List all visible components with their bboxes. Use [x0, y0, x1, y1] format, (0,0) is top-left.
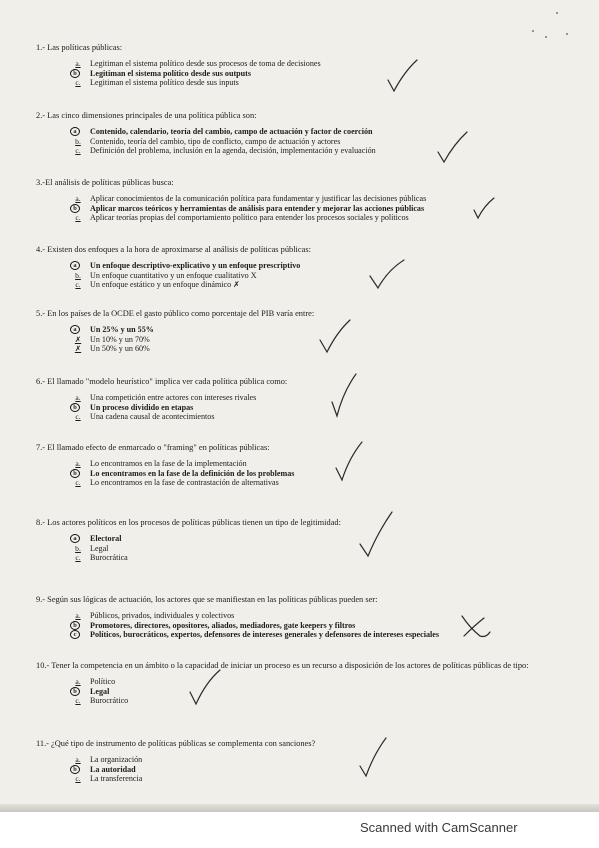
- answer-text: Electoral: [90, 534, 122, 544]
- answer-option: [70, 774, 581, 783]
- circled-answer-letter: a: [70, 325, 80, 334]
- answer-letter: c.: [75, 279, 81, 289]
- answer-text: Un 50% y un 60%: [90, 343, 150, 353]
- question-text: 8.- Los actores políticos en los procesos de políticas públicas tienen un tipo de legitimidad:: [36, 518, 341, 527]
- answer-option: [70, 534, 581, 543]
- answer-text: Aplicar teorías propias del comportamiento político para entender los procesos sociales y políticos: [90, 212, 409, 222]
- answer-text: Legitiman el sistema político desde sus procesos de toma de decisiones: [90, 59, 321, 69]
- answer-text: Definición del problema, inclusión en la agenda, decisión, implementación y evaluación: [90, 145, 376, 155]
- answer-letter: c.: [75, 77, 81, 87]
- circled-answer-letter: b: [70, 621, 80, 630]
- answer-letter: c.: [75, 145, 81, 155]
- answer-option: [70, 334, 581, 343]
- option-list: [70, 127, 581, 155]
- answer-option: [70, 468, 581, 477]
- circled-answer-letter: b: [70, 687, 80, 696]
- answer-text: Una competición entre actores con intereses rivales: [90, 393, 257, 403]
- question-7: [36, 442, 581, 487]
- circled-answer-letter: a: [70, 534, 80, 543]
- answer-text: Burocrático: [90, 695, 129, 705]
- answer-letter: ✗: [74, 343, 82, 353]
- option-list: [70, 194, 581, 222]
- circled-answer-letter: b: [70, 69, 80, 78]
- circled-answer-letter: b: [70, 765, 80, 774]
- answer-option: [70, 393, 581, 402]
- answer-text: Una cadena causal de acontecimientos: [90, 411, 215, 421]
- question-text: 6.- El llamado "modelo heurístico" implica ver cada política pública como:: [36, 377, 288, 386]
- question-text: 10.- Tener la competencia en un ámbito o la capacidad de iniciar un proceso es un recurso a disposición de los actores de políticas públicas de tipo:: [36, 661, 529, 670]
- answer-option: [70, 478, 581, 487]
- question-text: 4.- Existen dos enfoques a la hora de aproximarse al análisis de políticas públicas:: [36, 245, 311, 254]
- answer-option: [70, 696, 581, 705]
- answer-letter: a.: [75, 59, 81, 69]
- question-2: [36, 110, 581, 155]
- answer-text: Públicos, privados, individuales y colectivos: [90, 611, 235, 621]
- answer-text: La transferencia: [90, 773, 143, 783]
- option-list: [70, 325, 581, 353]
- answer-letter: c.: [75, 477, 81, 487]
- answer-letter: c.: [75, 552, 81, 562]
- answer-option: [70, 344, 581, 353]
- question-text: 1.- Las políticas públicas:: [36, 43, 123, 52]
- circled-answer-letter: b: [70, 403, 80, 412]
- scan-edge: [0, 804, 599, 812]
- answer-text: Legal: [90, 543, 109, 553]
- option-list: [70, 393, 581, 421]
- answer-letter: c.: [75, 212, 81, 222]
- question-text: 11.- ¿Qué tipo de instrumento de políticas públicas se complementa con sanciones?: [36, 739, 316, 748]
- option-list: [70, 611, 581, 639]
- answer-text: Legitiman el sistema político desde sus outputs: [90, 68, 251, 78]
- scan-speck: [556, 12, 558, 14]
- option-list: [70, 459, 581, 487]
- answer-option: [70, 755, 581, 764]
- answer-text: Un 25% y un 55%: [90, 325, 154, 335]
- answer-text: Aplicar conocimientos de la comunicación política para fundamentar y justificar las decisiones públicas: [90, 194, 427, 204]
- question-10: [36, 660, 581, 705]
- question-8: [36, 517, 581, 562]
- option-list: [70, 755, 581, 783]
- answer-option: [70, 146, 581, 155]
- answer-text: Legal: [90, 686, 110, 696]
- answer-text: Políticos, burocráticos, expertos, defensores de intereses generales y defensores de intereses especiales: [90, 629, 440, 639]
- answer-option: [70, 630, 581, 639]
- answer-option: [70, 686, 581, 695]
- answer-text: Contenido, calendario, teoría del cambio, campo de actuación y factor de coerción: [90, 127, 373, 137]
- circled-answer-letter: b: [70, 204, 80, 213]
- answer-option: [70, 78, 581, 87]
- answer-option: [70, 59, 581, 68]
- answer-text: La organización: [90, 755, 143, 765]
- answer-option: [70, 136, 581, 145]
- circled-answer-letter: b: [70, 469, 80, 478]
- answer-option: [70, 270, 581, 279]
- answer-letter: a.: [75, 459, 81, 469]
- question-text: 2.- Las cinco dimensiones principales de una política pública son:: [36, 111, 257, 120]
- answer-text: Un 10% y un 70%: [90, 334, 150, 344]
- circled-answer-letter: a: [70, 261, 80, 270]
- answer-text: Burocrática: [90, 552, 128, 562]
- question-text: 7.- El llamado efecto de enmarcado o "framing" en políticas públicas:: [36, 443, 270, 452]
- answer-option: [70, 402, 581, 411]
- option-list: [70, 261, 581, 289]
- answer-letter: b.: [75, 136, 81, 146]
- answer-letter: ✗: [74, 334, 82, 344]
- question-text: 5.- En los países de la OCDE el gasto público como porcentaje del PIB varía entre:: [36, 309, 315, 318]
- question-text: 9.- Según sus lógicas de actuación, los actores que se manifiestan en las políticas públicas pueden ser:: [36, 595, 378, 604]
- question-4: [36, 244, 581, 289]
- option-list: [70, 677, 581, 705]
- answer-option: [70, 543, 581, 552]
- answer-option: [70, 412, 581, 421]
- answer-option: [70, 194, 581, 203]
- answer-text: Lo encontramos en la fase de contrastación de alternativas: [90, 477, 279, 487]
- circled-answer-letter: a: [70, 127, 80, 136]
- answer-text: La autoridad: [90, 764, 136, 774]
- answer-text: Legitiman el sistema político desde sus inputs: [90, 77, 239, 87]
- question-5: [36, 308, 581, 353]
- scan-speck: [566, 33, 568, 35]
- answer-letter: c.: [75, 411, 81, 421]
- answer-text: Aplicar marcos teóricos y herramientas de análisis para entender y mejorar las acciones públicas: [90, 203, 425, 213]
- question-3: [36, 177, 581, 222]
- answer-letter: c.: [75, 773, 81, 783]
- answer-text: Político: [90, 677, 116, 687]
- question-9: [36, 594, 581, 639]
- answer-option: [70, 620, 581, 629]
- answer-option: [70, 611, 581, 620]
- answer-option: [70, 213, 581, 222]
- answer-option: [70, 127, 581, 136]
- scan-speck: [545, 36, 547, 38]
- answer-text: Un proceso dividido en etapas: [90, 402, 194, 412]
- answer-letter: b.: [75, 270, 81, 280]
- answer-option: [70, 203, 581, 212]
- answer-letter: a.: [75, 755, 81, 765]
- answer-text: Contenido, teoría del cambio, tipo de conflicto, campo de actuación y actores: [90, 136, 341, 146]
- answer-option: [70, 553, 581, 562]
- circled-answer-letter: c: [70, 630, 80, 639]
- answer-option: [70, 764, 581, 773]
- answer-text: Un enfoque estático y un enfoque dinámico ✗: [90, 280, 240, 290]
- answer-option: [70, 261, 581, 270]
- question-text: 3.-El análisis de políticas públicas busca:: [36, 178, 174, 187]
- answer-option: [70, 68, 581, 77]
- answer-option: [70, 459, 581, 468]
- answer-option: [70, 280, 581, 289]
- answer-letter: c.: [75, 695, 81, 705]
- question-6: [36, 376, 581, 421]
- answer-letter: a.: [75, 611, 81, 621]
- answer-text: Promotores, directores, opositores, aliados, mediadores, gate keepers y filtros: [90, 620, 356, 630]
- answer-letter: a.: [75, 393, 81, 403]
- answer-letter: b.: [75, 543, 81, 553]
- option-list: [70, 534, 581, 562]
- answer-option: [70, 677, 581, 686]
- scan-speck: [532, 30, 534, 32]
- answer-text: Un enfoque descriptivo-explicativo y un enfoque prescriptivo: [90, 261, 301, 271]
- answer-option: [70, 325, 581, 334]
- answer-text: Lo encontramos en la fase de la definición de los problemas: [90, 468, 295, 478]
- question-11: [36, 738, 581, 783]
- answer-text: Un enfoque cuantitativo y un enfoque cualitativo X: [90, 270, 257, 280]
- answer-letter: a.: [75, 194, 81, 204]
- question-1: [36, 42, 581, 87]
- answer-letter: a.: [75, 677, 81, 687]
- camscanner-watermark: Scanned with CamScanner: [360, 820, 518, 835]
- answer-text: Lo encontramos en la fase de la implementación: [90, 459, 247, 469]
- option-list: [70, 59, 581, 87]
